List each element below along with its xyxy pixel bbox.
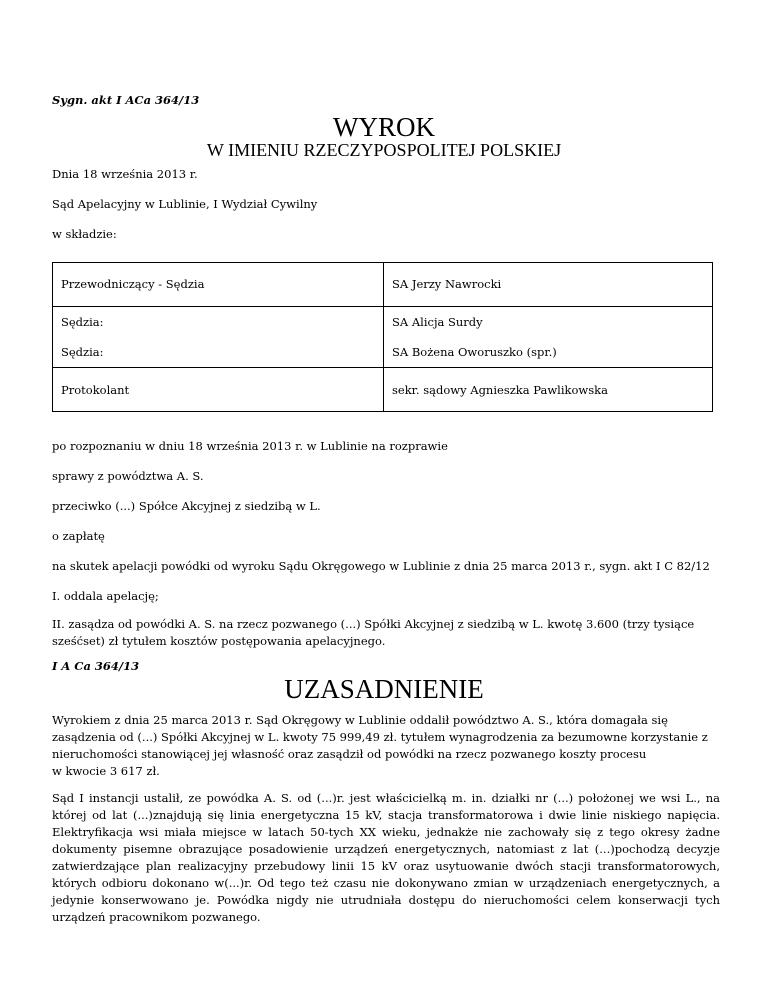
ruling-point-2: II. zasądza od powódki A. S. na rzecz pozwanego (...) Spółki Akcyjnej z siedzibą w L. kwotę 3.600 (trzy tysiące sześćset) zł tytułem kosztów postępowania apelacyjnego. — [52, 617, 695, 648]
judgment-date: Dnia 18 września 2013 r. — [52, 167, 198, 181]
case-reference-2: I A Ca 364/13 — [52, 659, 140, 673]
composition-role: Sędzia: — [53, 337, 384, 368]
composition-name: sekr. sądowy Agnieszka Pawlikowska — [384, 368, 713, 412]
composition-row — [53, 263, 713, 307]
heard-line: po rozpoznaniu w dniu 18 września 2013 r. w Lublinie na rozprawie — [52, 439, 448, 453]
justification-paragraph-2: Sąd I instancji ustalił, ze powódka A. S. od (...)r. jest właścicielką m. in. działki nr (...) położonej we wsi L., na której od lat (...)znajdują się linia energetyczna 15 kV, stacja transformatorowa i dwie linie niskiego napięcia. Elektryfikacja wsi miała miejsce w latach 50-tych XX wieku, jednakże nie zachowały się z tego okresy żadne dokumenty pisemne obrazujące posadowienie urządzeń energetycznych, natomiast z lat (...)pochodzą decyzje zatwierdzające plan realizacyjny przebudowy linii 15 kV oraz usytuowanie dwóch stacji transformatorowych, których odbioru dokonano w(...)r. Od tego też czasu nie dokonywano zmian w urządzeniach energetycznych, a jedynie konserwowano je. Powódka nigdy nie utrudniała dostępu do nieruchomości celem konserwacji tych urządzeń pracownikom pozwanego. — [52, 791, 720, 924]
case-reference: Sygn. akt I ACa 364/13 — [52, 93, 200, 107]
composition-role: Protokolant — [53, 368, 384, 412]
subject-line: o zapłatę — [52, 529, 105, 543]
composition-label: w składzie: — [52, 227, 117, 241]
judgment-title: WYROK — [333, 112, 435, 142]
against-line: przeciwko (...) Spółce Akcyjnej z siedzibą w L. — [52, 499, 321, 513]
composition-row — [53, 306, 713, 337]
judgment-subtitle: W IMIENIU RZECZYPOSPOLITEJ POLSKIEJ — [206, 140, 562, 160]
appeal-line: na skutek apelacji powódki od wyroku Sądu Okręgowego w Lublinie z dnia 25 marca 2013 r., sygn. akt I C 82/12 — [52, 559, 710, 573]
composition-name: SA Bożena Oworuszko (spr.) — [384, 337, 713, 368]
justification-paragraph-1-text: Wyrokiem z dnia 25 marca 2013 r. Sąd Okręgowy w Lublinie oddalił powództwo A. S., która domagała się zasądzenia od (...) Spółki Akcyjnej w L. kwoty 75 999,49 zł. tytułem wynagrodzenia za bezumowne korzystanie z nieruchomości stanowiącej jej własność oraz zasądził od powódki na rzecz pozwanego koszty procesu — [52, 713, 708, 761]
composition-row — [53, 368, 713, 412]
composition-table — [52, 262, 713, 412]
composition-name: SA Alicja Surdy — [384, 306, 713, 337]
composition-role: Sędzia: — [53, 306, 384, 337]
justification-paragraph-1 — [52, 712, 720, 780]
justification-title: UZASADNIENIE — [284, 674, 484, 704]
composition-name: SA Jerzy Nawrocki — [384, 263, 713, 307]
court-name: Sąd Apelacyjny w Lublinie, I Wydział Cywilny — [52, 197, 318, 211]
case-of-line: sprawy z powództwa A. S. — [52, 469, 204, 483]
justification-paragraph-1-end: w kwocie 3 617 zł. — [52, 764, 160, 778]
ruling-point-1: I. oddala apelację; — [52, 589, 159, 603]
composition-role: Przewodniczący - Sędzia — [53, 263, 384, 307]
composition-row — [53, 337, 713, 368]
